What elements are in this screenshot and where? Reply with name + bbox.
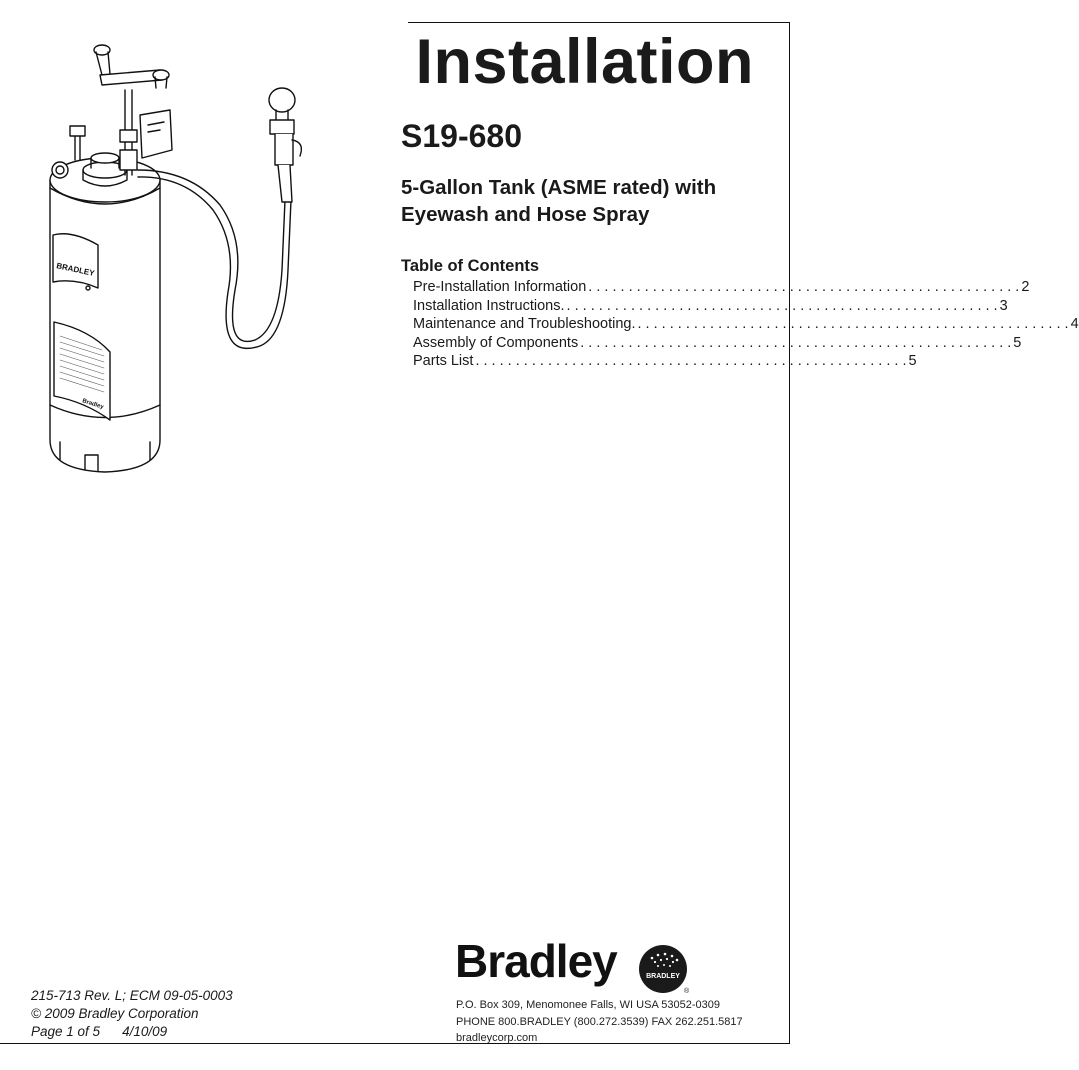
toc-item[interactable] [413, 352, 917, 371]
phone-fax: PHONE 800.BRADLEY (800.272.3539) FAX 262.251.5817 [456, 1015, 743, 1028]
toc-item-page: 2 [1021, 279, 1030, 295]
badge-text: BRADLEY [646, 973, 680, 980]
toc-item-page: 5 [908, 353, 917, 369]
toc-item[interactable] [413, 278, 1030, 297]
toc-item-page: 4 [1070, 316, 1079, 332]
toc-item-label: Assembly of Components [413, 334, 579, 351]
document-number: 215-713 Rev. L; ECM 09-05-0003 [31, 988, 233, 1003]
product-description-line2: Eyewash and Hose Spray [401, 203, 650, 226]
website-link[interactable]: bradleycorp.com [456, 1032, 538, 1044]
table-of-contents [413, 278, 1079, 371]
model-number: S19-680 [401, 118, 522, 154]
brand-name: Bradley [455, 935, 617, 987]
toc-item[interactable] [413, 334, 1022, 353]
toc-item[interactable] [413, 315, 1079, 334]
revision-date: 4/10/09 [122, 1024, 168, 1039]
toc-leader-dots [588, 278, 1019, 297]
toc-leader-dots [475, 352, 906, 371]
page-info [31, 1023, 233, 1041]
page-frame-top [408, 22, 790, 23]
bradley-badge-icon [638, 944, 688, 994]
toc-item-page: 5 [1013, 334, 1022, 351]
toc-item-label: Maintenance and Troubleshooting. [413, 316, 636, 332]
toc-item-page: 3 [999, 297, 1008, 314]
toc-item[interactable] [413, 297, 1008, 316]
toc-leader-dots [567, 297, 998, 316]
product-description-line1: 5-Gallon Tank (ASME rated) with [401, 176, 717, 199]
warning-label-logo: Bradley [81, 398, 105, 411]
copyright-notice: © 2009 Bradley Corporation [31, 1006, 199, 1021]
bradley-logo [455, 935, 695, 996]
toc-item-label: Parts List [413, 353, 474, 369]
eyewash-tank-illustration [20, 30, 350, 480]
company-contact [456, 997, 743, 1047]
toc-leader-dots [638, 315, 1069, 334]
tank-logo-text: BRADLEY [55, 261, 96, 278]
toc-item-label: Pre-Installation Information [413, 279, 587, 295]
document-info [31, 987, 233, 1041]
page-number: Page 1 of 5 [31, 1024, 101, 1039]
registered-mark: ® [684, 988, 690, 995]
toc-heading: Table of Contents [401, 257, 540, 275]
toc-leader-dots [580, 334, 1011, 353]
mailing-address: P.O. Box 309, Menomonee Falls, WI USA 53052-0309 [456, 999, 720, 1011]
document-title: Installation [415, 27, 754, 97]
toc-item-label: Installation Instructions. [413, 297, 565, 314]
product-description [401, 174, 791, 228]
